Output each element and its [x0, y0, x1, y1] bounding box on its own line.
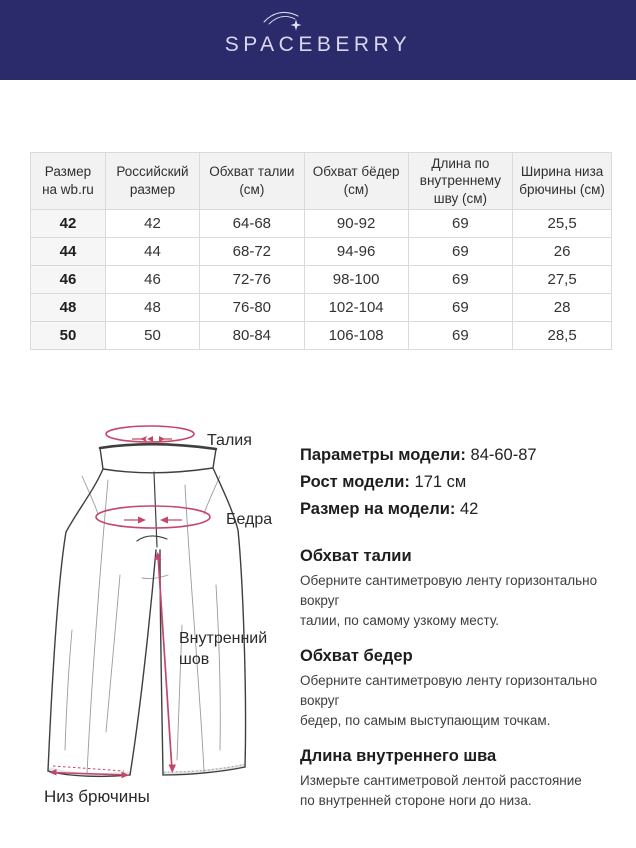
model-height-value: 171 см — [414, 473, 467, 491]
guide-hips-desc-line1: Оберните сантиметровую ленту горизонтально вокруг — [300, 673, 598, 708]
cell-ru-size: 42 — [105, 210, 199, 238]
cell-inseam: 69 — [408, 294, 513, 322]
guide-waist-description — [300, 571, 636, 631]
model-size-value: 42 — [459, 500, 479, 518]
model-params-line — [300, 442, 636, 469]
cell-hem-width: 28 — [513, 294, 612, 322]
guide-waist-title: Обхват талии — [300, 547, 412, 565]
brand-logo-text: SPACEBERRY — [224, 33, 412, 56]
guide-inseam-description — [300, 771, 636, 811]
table-row — [31, 294, 612, 322]
table-row — [31, 322, 612, 350]
cell-inseam: 69 — [408, 322, 513, 350]
table-row — [31, 266, 612, 294]
cell-ru-size: 46 — [105, 266, 199, 294]
shooting-star-icon — [262, 7, 306, 33]
table-row — [31, 210, 612, 238]
hips-label: Бедра — [226, 511, 273, 528]
guide-hips-description — [300, 671, 636, 731]
col-header-inseam: Длина по внутреннему шву (см) — [408, 153, 513, 210]
size-table — [30, 152, 612, 350]
cell-waist: 72-76 — [200, 266, 305, 294]
measurement-diagram-section — [0, 412, 636, 848]
cell-hips: 90-92 — [304, 210, 408, 238]
cell-waist: 68-72 — [200, 238, 305, 266]
col-header-waist: Обхват талии (см) — [200, 153, 305, 210]
cell-wb-size: 44 — [31, 238, 106, 266]
model-height-line — [300, 469, 636, 496]
guide-inseam-desc-line1: Измерьте сантиметровой лентой расстояние — [300, 773, 582, 788]
cell-hips: 94-96 — [304, 238, 408, 266]
brand-logo — [0, 0, 636, 80]
cell-ru-size: 48 — [105, 294, 199, 322]
col-header-hem-width: Ширина низа брючины (см) — [513, 153, 612, 210]
cell-hem-width: 26 — [513, 238, 612, 266]
guide-hips-title: Обхват бедер — [300, 647, 413, 665]
guide-waist-desc-line1: Оберните сантиметровую ленту горизонтально вокруг — [300, 573, 598, 608]
inseam-label: Внутренний шов — [179, 630, 268, 668]
cell-ru-size: 44 — [105, 238, 199, 266]
model-size-line — [300, 496, 636, 523]
table-row — [31, 238, 612, 266]
model-size-label: Размер на модели: — [300, 500, 456, 518]
col-header-hips: Обхват бёдер (см) — [304, 153, 408, 210]
cell-ru-size: 50 — [105, 322, 199, 350]
cell-hips: 98-100 — [304, 266, 408, 294]
cell-wb-size: 48 — [31, 294, 106, 322]
model-params-value: 84-60-87 — [470, 446, 537, 464]
guide-hips-desc-line2: бедер, по самым выступающим точкам. — [300, 713, 551, 728]
cell-wb-size: 42 — [31, 210, 106, 238]
guide-inseam — [300, 746, 636, 811]
info-column — [300, 442, 636, 826]
cell-inseam: 69 — [408, 238, 513, 266]
cell-waist: 76-80 — [200, 294, 305, 322]
guide-inseam-title: Длина внутреннего шва — [300, 747, 497, 765]
cell-inseam: 69 — [408, 266, 513, 294]
guide-inseam-desc-line2: по внутренней стороне ноги до низа. — [300, 793, 532, 808]
col-header-wb-size: Размер на wb.ru — [31, 153, 106, 210]
guide-waist — [300, 546, 636, 631]
cell-hem-width: 25,5 — [513, 210, 612, 238]
guide-hips — [300, 646, 636, 731]
cell-hem-width: 27,5 — [513, 266, 612, 294]
cell-waist: 80-84 — [200, 322, 305, 350]
hem-label: Низ брючины — [44, 787, 150, 806]
model-params-label: Параметры модели: — [300, 446, 466, 464]
cell-waist: 64-68 — [200, 210, 305, 238]
cell-wb-size: 50 — [31, 322, 106, 350]
model-height-label: Рост модели: — [300, 473, 410, 491]
cell-hips: 102-104 — [304, 294, 408, 322]
brand-banner — [0, 0, 636, 80]
cell-hem-width: 28,5 — [513, 322, 612, 350]
measurement-guides — [300, 546, 636, 811]
cell-wb-size: 46 — [31, 266, 106, 294]
pants-technical-drawing — [20, 420, 280, 792]
col-header-ru-size: Российский размер — [105, 153, 199, 210]
waist-label: Талия — [207, 432, 252, 449]
size-table-header-row — [31, 153, 612, 210]
guide-waist-desc-line2: талии, по самому узкому месту. — [300, 613, 500, 628]
cell-inseam: 69 — [408, 210, 513, 238]
cell-hips: 106-108 — [304, 322, 408, 350]
